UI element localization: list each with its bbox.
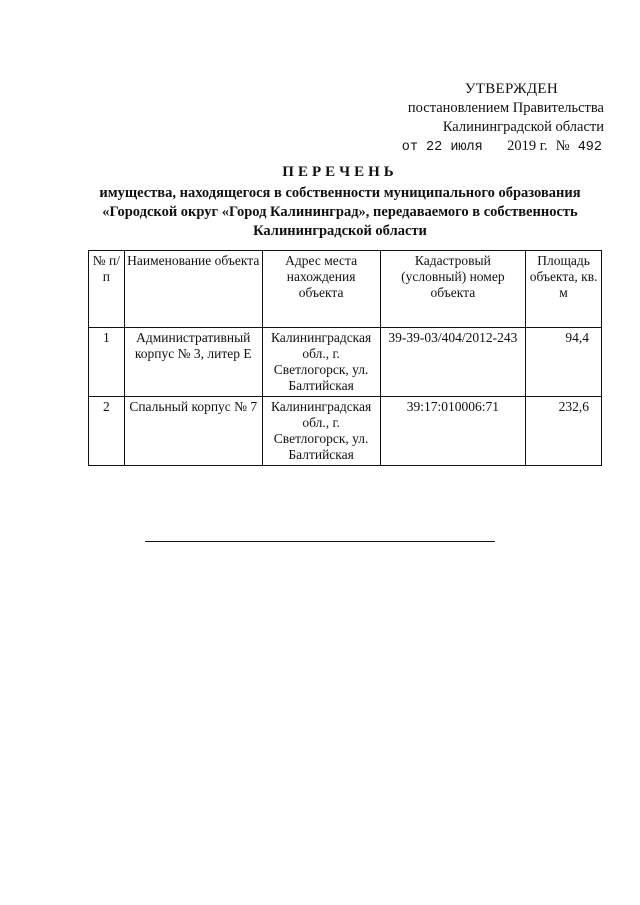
approval-heading: УТВЕРЖДЕН xyxy=(464,81,558,97)
cell-name: Административный корпус № 3, литер Е xyxy=(124,328,262,397)
cell-address: Калининградская обл., г. Светлогорск, ул. Балтийская xyxy=(262,397,380,466)
approval-line-1: постановлением Правительства xyxy=(407,100,604,116)
table-row xyxy=(89,397,602,466)
cell-area: 232,6 xyxy=(526,397,602,466)
title-heading: ПЕРЕЧЕНЬ xyxy=(282,164,398,180)
cell-address: Калининградская обл., г. Светлогорск, ул. Балтийская xyxy=(262,328,380,397)
approval-date: 22 июля xyxy=(426,140,483,155)
cell-area: 94,4 xyxy=(526,328,602,397)
approval-number-sign: № xyxy=(555,138,570,154)
approval-order-line xyxy=(402,137,602,157)
title-line-3: Калининградской области xyxy=(253,223,427,239)
cell-number: 1 xyxy=(89,328,125,397)
approval-year: 2019 г. xyxy=(507,138,548,154)
column-header-cadastral: Кадастровый (условный) номер объекта xyxy=(380,251,526,328)
cell-number: 2 xyxy=(89,397,125,466)
table-row xyxy=(89,328,602,397)
document-title xyxy=(60,163,620,241)
title-line-2: «Городской округ «Город Калининград», передаваемого в собственность xyxy=(102,204,578,220)
approval-number: 492 xyxy=(577,140,602,155)
cell-cadastral: 39:17:010006:71 xyxy=(380,397,526,466)
cell-name: Спальный корпус № 7 xyxy=(124,397,262,466)
column-header-name: Наименование объекта xyxy=(124,251,262,328)
title-line-1: имущества, находящегося в собственности муниципального образования xyxy=(99,185,581,201)
column-header-address: Адрес места нахождения объекта xyxy=(262,251,380,328)
cell-cadastral: 39-39-03/404/2012-243 xyxy=(380,328,526,397)
closing-divider xyxy=(145,541,495,542)
column-header-area: Площадь объекта, кв. м xyxy=(526,251,602,328)
property-table xyxy=(88,250,602,466)
table-header-row xyxy=(89,251,602,328)
column-header-number: № п/п xyxy=(89,251,125,328)
approval-stamp xyxy=(402,80,604,157)
approval-date-prefix: от xyxy=(401,140,418,155)
approval-line-2: Калининградской области xyxy=(442,119,604,135)
